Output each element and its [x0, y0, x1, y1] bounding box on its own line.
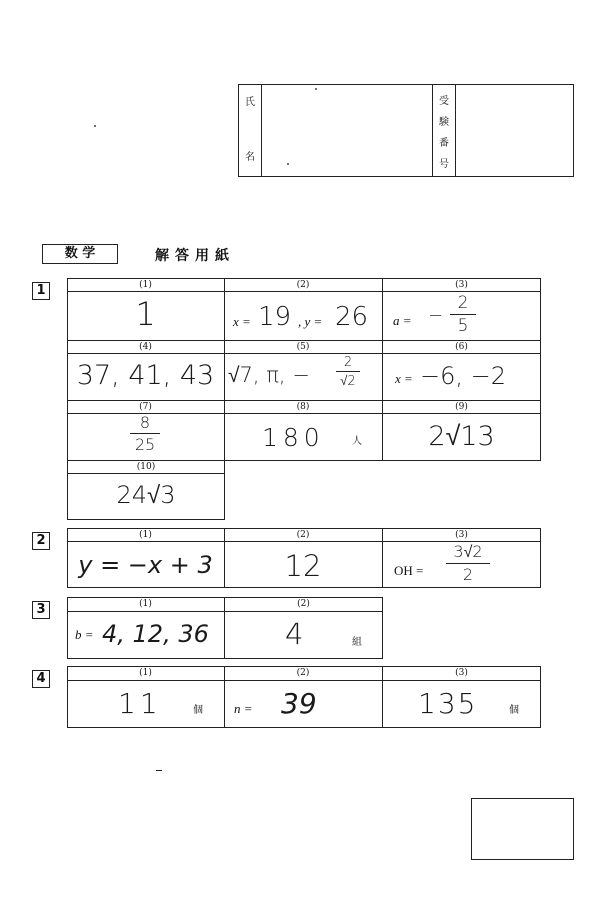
- question-label: (6): [455, 342, 468, 352]
- section-number: 1: [32, 282, 50, 300]
- exam-number-label-char: 番: [439, 138, 449, 149]
- answer-1-10: 24√3: [116, 481, 176, 509]
- divider: [261, 84, 262, 177]
- divider: [455, 84, 456, 177]
- answer-prefix: a =: [393, 313, 412, 328]
- numerator: 2: [457, 293, 469, 313]
- answer-3-2: 4: [285, 617, 304, 651]
- answer-prefix: , y =: [298, 314, 323, 329]
- exam-number-label-char: 験: [439, 117, 449, 128]
- divider: [67, 291, 541, 292]
- denominator: 25: [134, 435, 156, 454]
- mark: [156, 770, 162, 771]
- divider: [67, 611, 383, 612]
- answer-prefix: b =: [75, 627, 94, 642]
- answer-1-1: 1: [135, 295, 156, 333]
- section-number: 2: [32, 532, 50, 550]
- sheet-title: 解答用紙: [155, 248, 235, 264]
- unit-label: 人: [352, 436, 362, 447]
- answer-4-1: 11: [118, 687, 162, 720]
- answer-2-2: 12: [284, 549, 322, 583]
- question-label: (3): [455, 530, 468, 540]
- answer-1-8: 180: [262, 423, 325, 452]
- divider: [67, 353, 541, 354]
- answer-1-5-fraction: [336, 355, 360, 389]
- unit-label: 個: [193, 705, 203, 716]
- exam-number-label-char: 号: [439, 159, 449, 170]
- answer-1-2-y: 26: [335, 302, 369, 332]
- answer-prefix: OH =: [394, 563, 424, 578]
- score-box: [471, 798, 574, 860]
- divider: [67, 680, 541, 681]
- divider: [432, 84, 433, 177]
- mark: [315, 88, 317, 90]
- numerator: 8: [139, 413, 151, 432]
- answer-1-7-fraction: [130, 413, 160, 454]
- unit-label: 個: [509, 705, 519, 716]
- numerator: 3√2: [453, 542, 483, 561]
- question-label: (7): [139, 402, 152, 412]
- name-label-char: 氏: [245, 97, 255, 108]
- mark: [287, 163, 289, 165]
- question-label: (2): [297, 599, 310, 609]
- subject-tag: 数 学: [42, 244, 118, 264]
- unit-label: 組: [352, 637, 362, 648]
- section-number: 4: [32, 670, 50, 688]
- answer-prefix: n =: [234, 701, 253, 716]
- answer-4-2: 39: [281, 687, 317, 720]
- answer-1-6: −6, −2: [420, 362, 507, 390]
- question-label: (2): [296, 668, 310, 678]
- answer-2-3-fraction: [446, 542, 490, 584]
- section-number: 3: [32, 601, 50, 619]
- divider: [224, 278, 225, 461]
- question-label: (1): [139, 530, 152, 540]
- name-label-char: 名: [245, 152, 255, 163]
- question-label: (10): [136, 462, 156, 472]
- denominator: 5: [457, 316, 469, 336]
- question-label: (2): [296, 530, 310, 540]
- answer-2-1: y = −x + 3: [78, 551, 213, 579]
- answer-sign: −: [428, 305, 444, 326]
- question-label: (1): [139, 668, 152, 678]
- divider: [67, 400, 541, 401]
- answer-prefix: x =: [233, 314, 251, 329]
- question-label: (5): [296, 342, 310, 352]
- answer-1-2-x: 19: [258, 302, 292, 332]
- question-label: (9): [455, 402, 468, 412]
- question-label: (4): [139, 342, 152, 352]
- divider: [67, 473, 225, 474]
- question-label: (3): [455, 668, 468, 678]
- question-label: (3): [455, 280, 468, 290]
- denominator: √2: [340, 374, 356, 389]
- mark: [94, 125, 96, 127]
- numerator: 2: [343, 355, 353, 370]
- answer-4-3: 135: [418, 687, 478, 720]
- answer-1-5: √7, π, −: [228, 363, 310, 387]
- denominator: 2: [462, 565, 474, 584]
- answer-1-3-fraction: [450, 293, 476, 336]
- answer-1-4: 37, 41, 43: [76, 360, 215, 391]
- answer-3-1: 4, 12, 36: [102, 620, 209, 648]
- exam-number-label-char: 受: [439, 96, 449, 107]
- answer-1-9: 2√13: [428, 421, 495, 452]
- divider: [67, 340, 541, 341]
- question-label: (2): [296, 280, 310, 290]
- answer-prefix: x =: [395, 371, 413, 386]
- question-label: (8): [296, 402, 310, 412]
- question-label: (1): [139, 599, 152, 609]
- question-label: (1): [139, 280, 152, 290]
